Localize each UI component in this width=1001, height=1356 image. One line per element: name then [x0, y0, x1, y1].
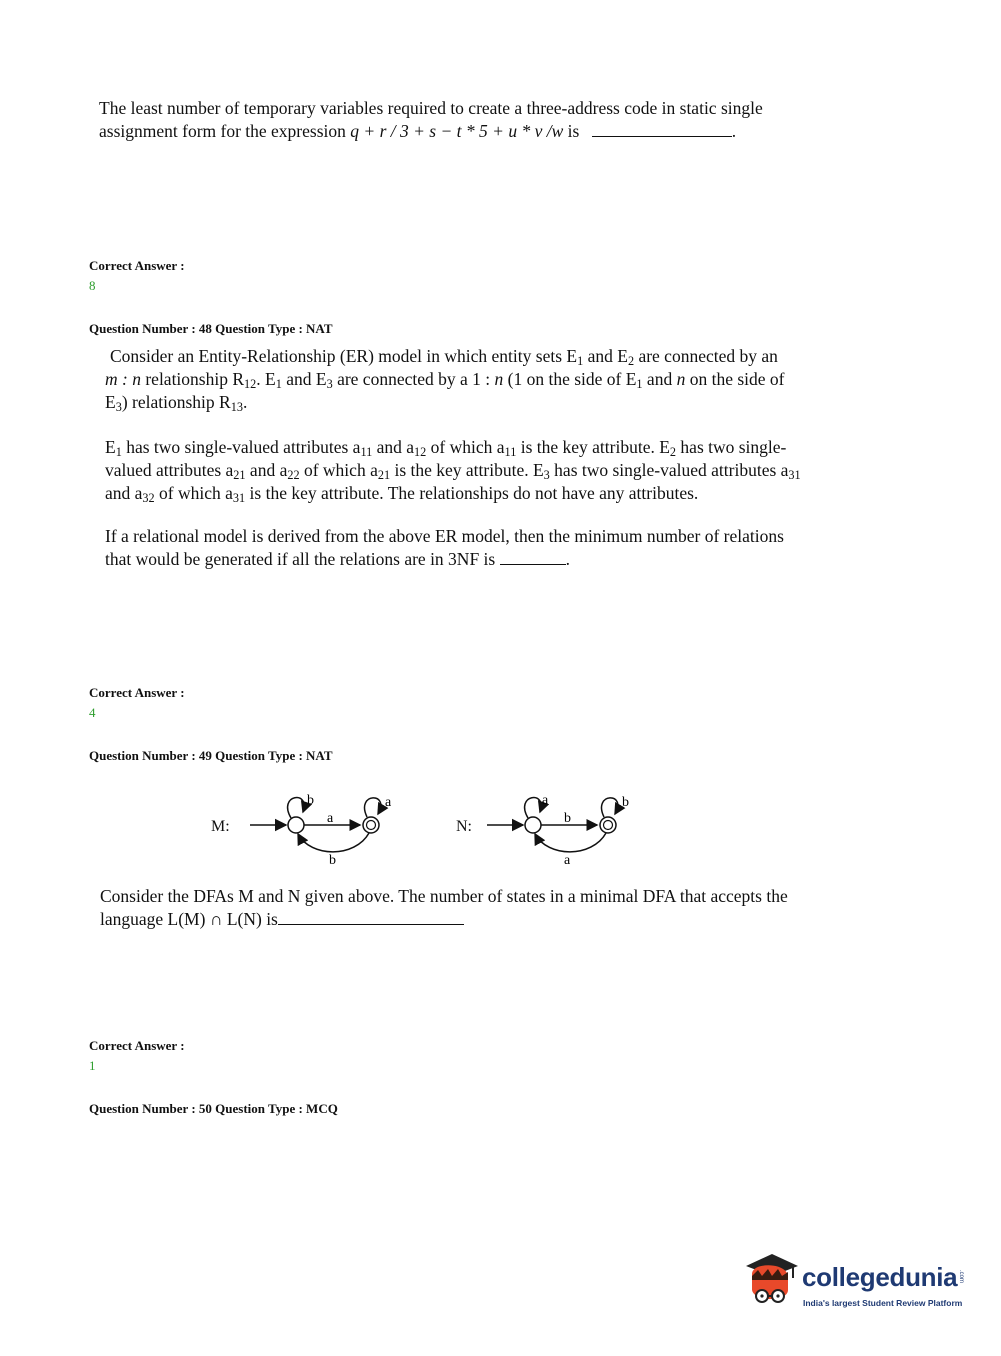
answer-blank — [500, 550, 566, 565]
dfa-m-loop2-label: a — [385, 795, 392, 810]
question-47-text — [99, 97, 859, 143]
question-49-text: Consider the DFAs M and N given above. The number of states in a minimal DFA that accepts the language L(M) ∩ L(N) is — [100, 886, 788, 929]
dfa-m-edge-top-label: a — [327, 811, 334, 826]
question-47-line-2: assignment form for the expression q + r / 3 + s − t * 5 + u * v /w is . — [99, 121, 737, 141]
collegedunia-logo — [742, 1250, 972, 1320]
question-49-header: Question Number : 49 Question Type : NAT — [89, 748, 333, 763]
correct-answer-label: Correct Answer : — [89, 258, 185, 273]
dfa-n-loop2-label: b — [622, 795, 629, 810]
brand-tagline: India's largest Student Review Platform — [803, 1298, 963, 1308]
answer-blank — [278, 910, 464, 925]
question-48-paragraph-1: Consider an Entity-Relationship (ER) model in which entity sets $E_1$ and $E_2$ are connected by an m : n relationship $R_{12}$. $E_1$ and $E_3$ are connected by a 1 : n (1 on the side of $E_1$ and n on the side of $E_3$) relationship $R_{13}$. — [105, 346, 785, 414]
correct-answer-value: 1 — [89, 1058, 96, 1073]
correct-answer-label: Correct Answer : — [89, 685, 185, 700]
correct-answer-value: 4 — [89, 705, 96, 720]
dfa-m-diagram — [245, 780, 395, 875]
brand-name: collegedunia — [802, 1262, 958, 1292]
mascot-icon — [742, 1252, 802, 1314]
question-48-paragraph-2: $E_1$ has two single-valued attributes $a_{11}$ and $a_{12}$ of which $a_{11}$ is the key attribute. $E_2$ has two single- valued attributes $a_{21}$ and $a_{22}$ of which $a_{21}$ is the key attribute. $E_3$ has two single-valued attributes $a_{31}$ and $a_{32}$ of which $a_{31}$ is the key attribute. The relationships do not have any attributes. — [105, 437, 801, 505]
dfa-n-diagram — [482, 780, 632, 875]
question-47-line-1: The least number of temporary variables required to create a three-address code in static single — [99, 98, 763, 118]
brand-dotcom: .com — [958, 1270, 964, 1284]
answer-blank — [592, 122, 732, 137]
expression: q + r / 3 + s − t * 5 + u * v /w — [350, 121, 564, 141]
dfa-n-edge-top-label: b — [564, 811, 571, 826]
correct-answer-value: 8 — [89, 278, 96, 293]
dfa-n-loop1-label: a — [542, 793, 549, 808]
dfa-m-loop1-label: b — [307, 793, 314, 808]
question-48-paragraph-3: If a relational model is derived from the above ER model, then the minimum number of relations that would be generated if all the relations are in 3NF is . — [105, 526, 784, 569]
dfa-n-edge-bottom-label: a — [564, 853, 571, 868]
dfa-n-label: N: — [456, 818, 472, 835]
question-50-header: Question Number : 50 Question Type : MCQ — [89, 1101, 338, 1116]
dfa-m-label: M: — [211, 818, 230, 835]
dfa-m-edge-bottom-label: b — [329, 853, 336, 868]
question-48-header: Question Number : 48 Question Type : NAT — [89, 321, 333, 336]
correct-answer-label: Correct Answer : — [89, 1038, 185, 1053]
